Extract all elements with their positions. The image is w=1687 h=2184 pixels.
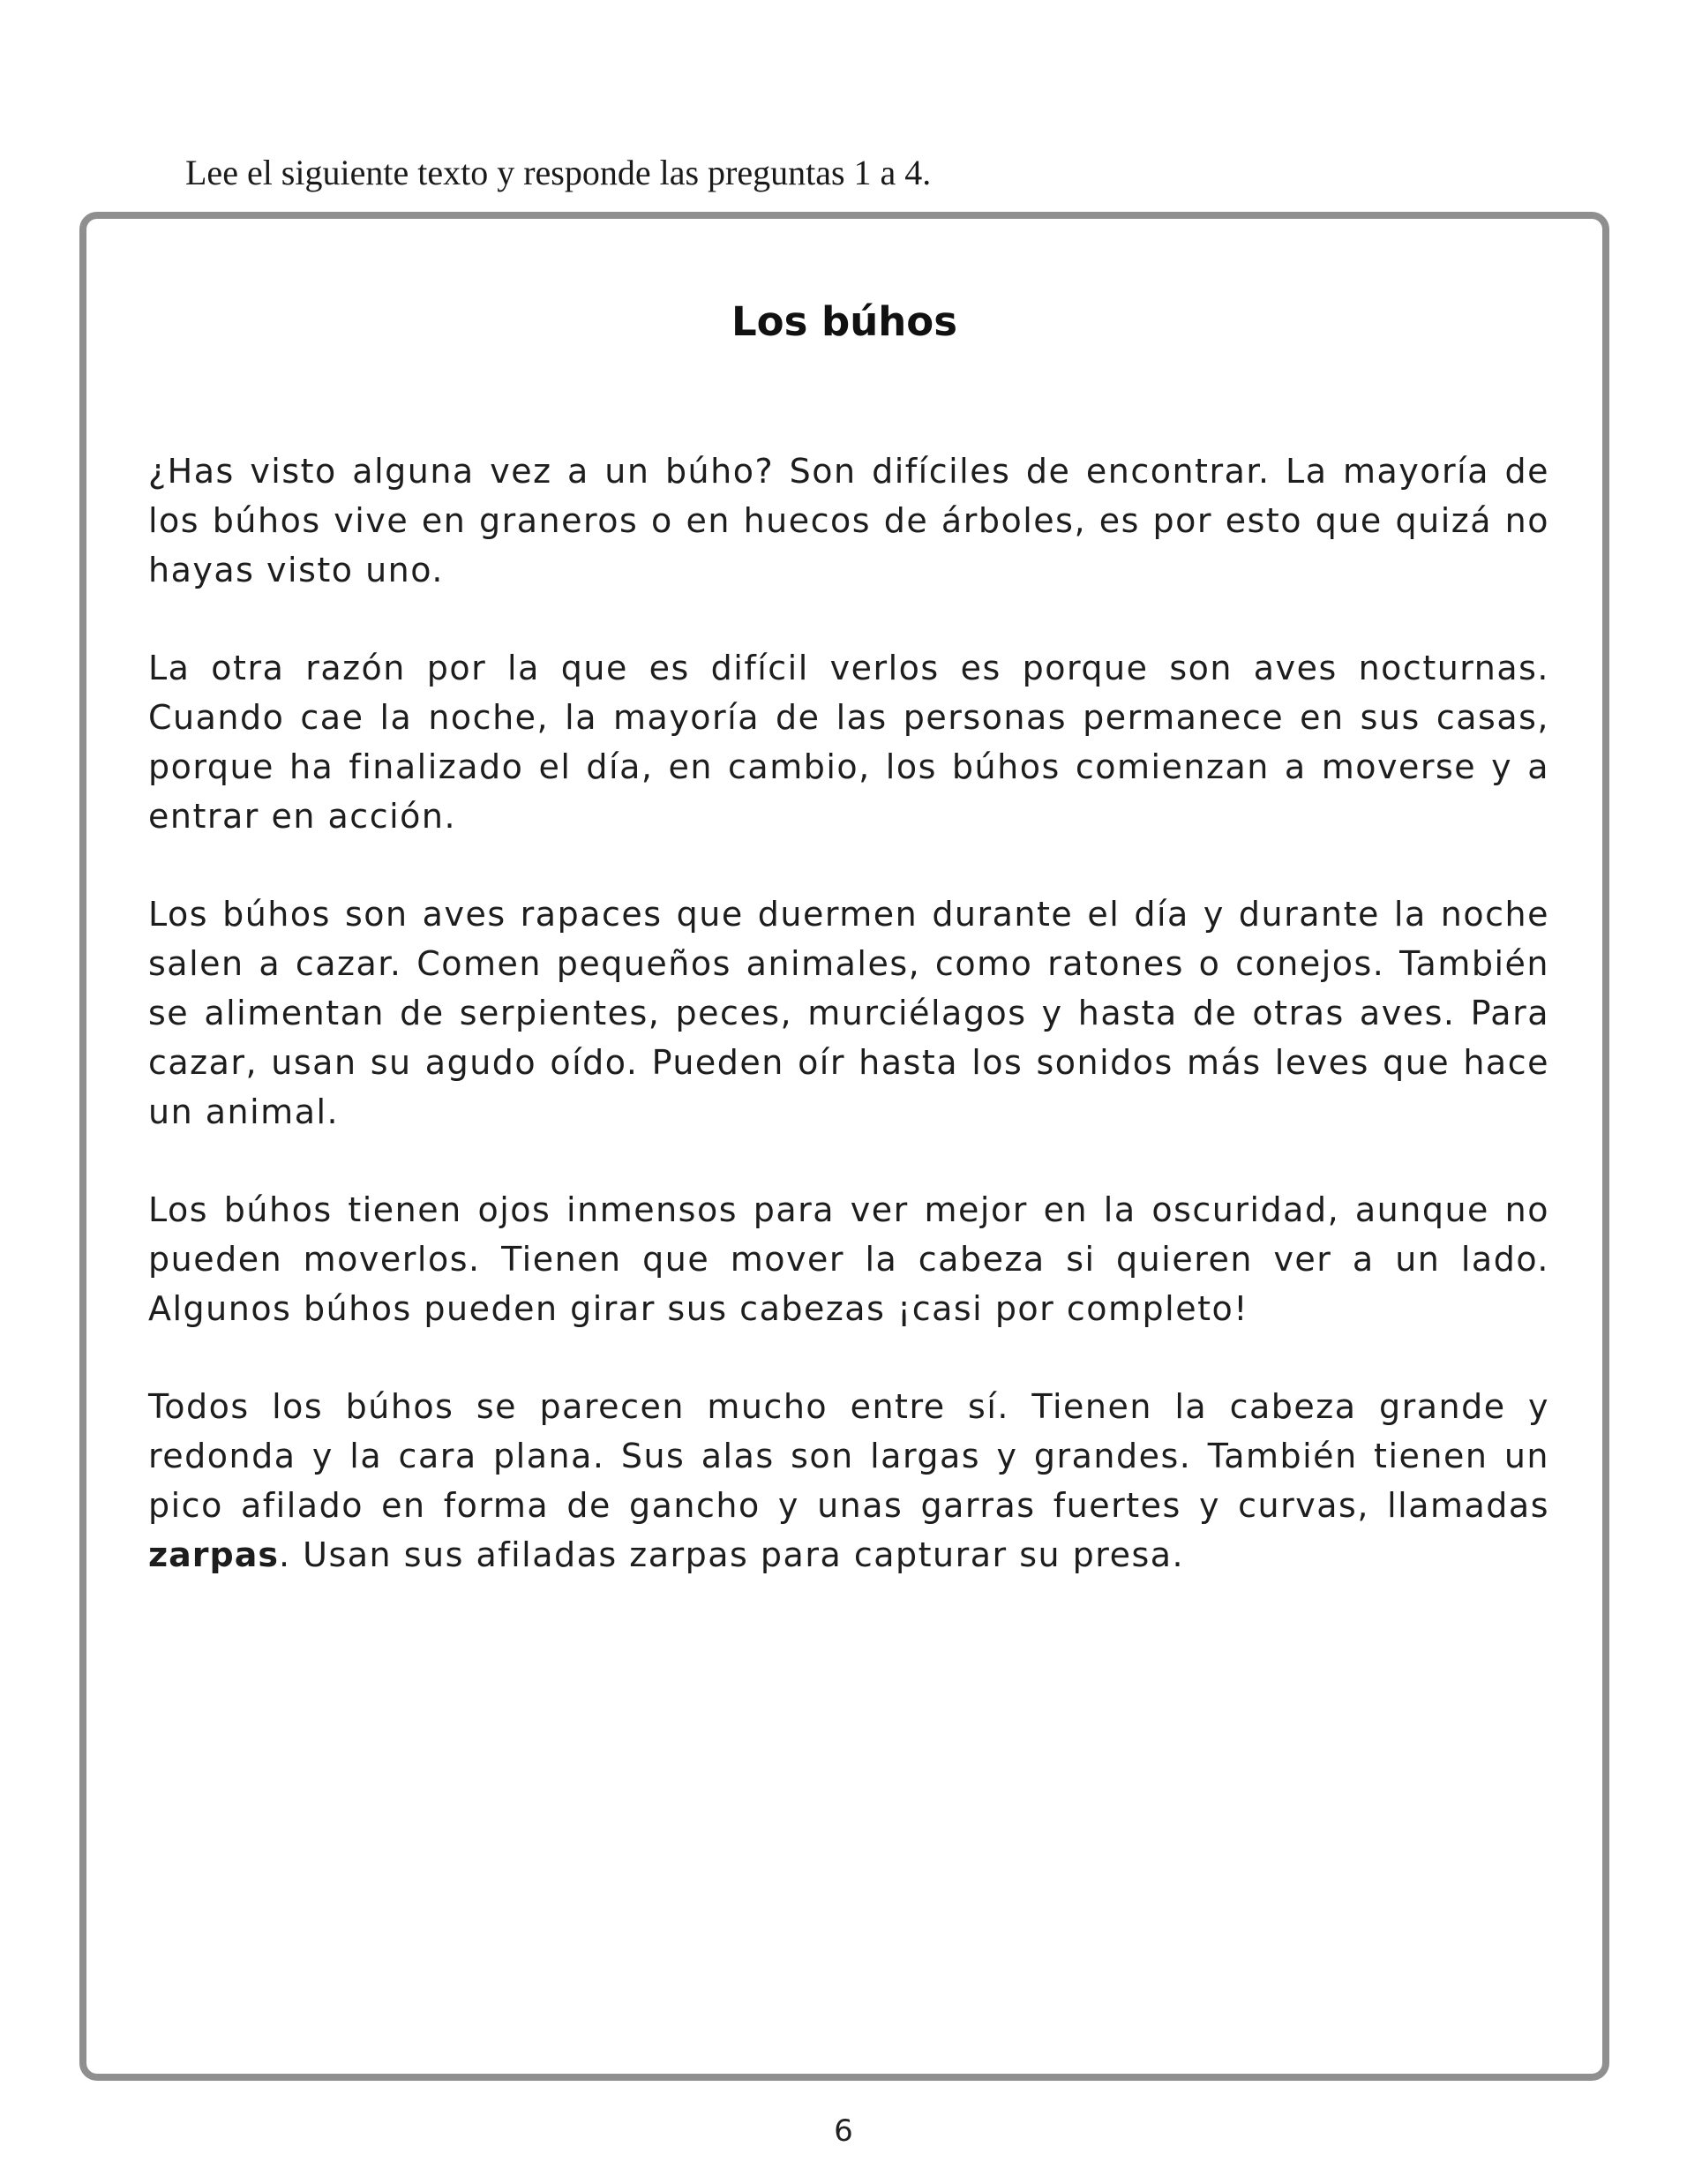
passage-final-sentence: . Usan sus afiladas zarpas para capturar su presa. bbox=[278, 1535, 1185, 1574]
passage-paragraph: ¿Has visto alguna vez a un búho? Son difíciles de encontrar. La mayoría de los búhos vive en graneros o en huecos de árboles, es por esto que quizá no hayas visto uno. bbox=[148, 452, 1549, 589]
passage-body bbox=[148, 447, 1549, 1628]
passage-title: Los búhos bbox=[731, 298, 958, 345]
keyword-zarpas: zarpas bbox=[148, 1535, 279, 1574]
reading-passage-box bbox=[79, 212, 1609, 2081]
passage-paragraph: Los búhos son aves rapaces que duermen durante el día y durante la noche salen a cazar. Comen pequeños animales, como ratones o conejos. También se alimentan de serpientes, peces, murciélagos y hasta de otras aves. Para cazar, usan su agudo oído. Pueden oír hasta los sonidos más leves que hace un animal. bbox=[148, 895, 1549, 1131]
instruction-text: Lee el siguiente texto y responde las preguntas 1 a 4. bbox=[185, 153, 932, 192]
passage-paragraph: Los búhos tienen ojos inmensos para ver mejor en la oscuridad, aunque no pueden moverlos. Tienen que mover la cabeza si quieren ver a un lado. Algunos búhos pueden girar sus cabezas ¡casi por completo! bbox=[148, 1190, 1549, 1328]
passage-paragraph: La otra razón por la que es difícil verlos es porque son aves nocturnas. Cuando cae la noche, la mayoría de las personas permanece en sus casas, porque ha finalizado el día, en cambio, los búhos comienzan a moverse y a entrar en acción. bbox=[148, 649, 1549, 836]
passage-paragraph-text: Todos los búhos se parecen mucho entre sí. Tienen la cabeza grande y redonda y la cara plana. Sus alas son largas y grandes. También tienen un pico afilado en forma de gancho y unas garras fuertes y curvas, llamadas bbox=[148, 1387, 1549, 1525]
passage-paragraph-last bbox=[148, 1382, 1549, 1580]
page-number: 6 bbox=[834, 2113, 853, 2149]
